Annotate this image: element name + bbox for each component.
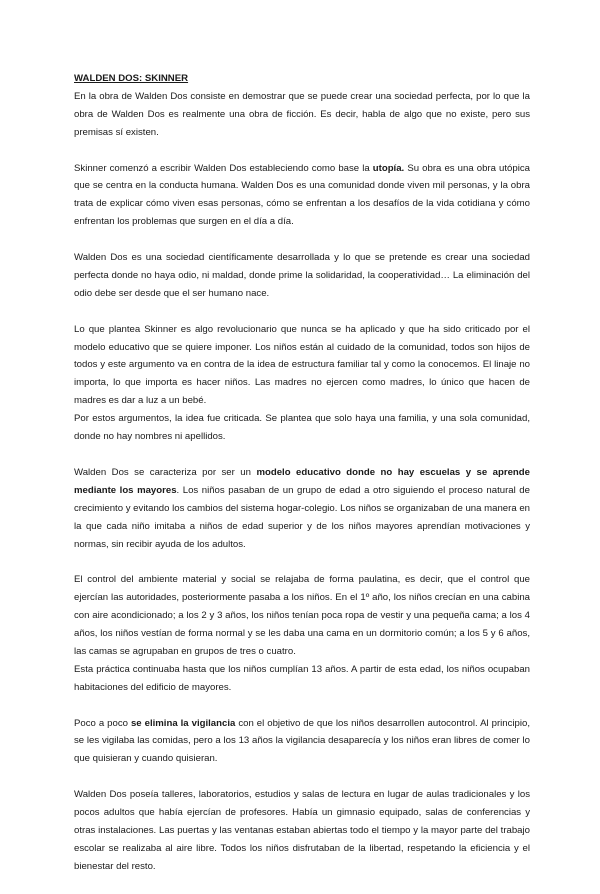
paragraph-criticism: Por estos argumentos, la idea fue criticada. Se plantea que solo haya una familia, y una sola comunidad, donde no hay nombres ni apellidos. xyxy=(74,413,530,443)
paragraph-utopia-bold: utopía. xyxy=(372,162,405,174)
paragraph-age-thirteen: Esta práctica continuaba hasta que los niños cumplían 13 años. A partir de esta edad, los niños ocupaban habitaciones del edificio de mayores. xyxy=(74,663,530,693)
paragraph-utopia xyxy=(74,160,530,232)
paragraph-vigilance-text-after: con el objetivo de que los niños desarrollen autocontrol. Al principio, se les vigilaba las comidas, pero a los 13 años la vigilancia desaparecía y los niños eran libres de comer lo que quisieran y cuando quisieran. xyxy=(74,717,530,765)
paragraph-intro: En la obra de Walden Dos consiste en demostrar que se puede crear una sociedad perfecta, por lo que la obra de Walden Dos es realmente una obra de ficción. Es decir, habla de algo que no existe, pero sus premisas sí existen. xyxy=(74,90,530,138)
paragraph-environment-control: El control del ambiente material y social se relajaba de forma paulatina, es decir, que el control que ejercían las autoridades, posteriormente pasaba a los niños. En el 1º año, los niños crecían en una cabina con aire acondicionado; a los 2 y 3 años, los niños tenían poca ropa de vestir y una pequeña cama; a los 4 años, los niños vestían de forma normal y se les daba una cama en un dormitorio común; a los 5 y 6 años, las camas se agrupaban en grupos de tres o cuatro. xyxy=(74,574,530,657)
document-title: WALDEN DOS: SKINNER xyxy=(74,73,189,84)
paragraph-utopia-text-after: Su obra es una obra utópica que se centra en la conducta humana. Walden Dos es una comunidad donde viven mil personas, y la obra trata de explicar cómo viven esas personas, cómo se enfrentan a los desafíos de la vida cotidiana y cómo enfrentan los problemas que surgen en el día a día. xyxy=(74,162,530,228)
paragraph-educational-model-bold: modelo educativo donde no hay escuelas y se aprende mediante los mayores xyxy=(74,466,530,496)
paragraph-utopia-text-before: Skinner comenzó a escribir Walden Dos estableciendo como base la xyxy=(74,162,373,174)
document-page xyxy=(74,70,530,894)
paragraph-vigilance xyxy=(74,715,530,769)
paragraph-facilities: Walden Dos poseía talleres, laboratorios, estudios y salas de lectura en lugar de aulas tradicionales y los pocos adultos que había ejercían de profesores. Había un gimnasio equipado, salas de conferencias y otras instalaciones. Las puertas y las ventanas estaban abiertas todo el tiempo y la mayor parte del trabajo escolar se realizaba al aire libre. Todos los niños disfrutaban de la libertad, respetando la eficiencia y el bienestar del resto. xyxy=(74,789,530,872)
paragraph-vigilance-bold: se elimina la vigilancia xyxy=(130,717,236,729)
paragraph-vigilance-text-before: Poco a poco xyxy=(74,717,131,729)
paragraph-educational-model-text-after: . Los niños pasaban de un grupo de edad a otro siguiendo el proceso natural de crecimiento y evitando los cambios del sistema hogar-colegio. Los niños se organizaban de una manera en la que cada niño imitaba a niños de edad superior y de los niños mayores aprendían motivaciones y normas, sin recibir ayuda de los adultos. xyxy=(74,484,530,550)
paragraph-educational-model xyxy=(74,464,530,554)
paragraph-revolutionary: Lo que plantea Skinner es algo revolucionario que nunca se ha aplicado y que ha sido criticado por el modelo educativo que se quiere imponer. Los niños están al cuidado de la comunidad, todos son hijos de todos y este argumento va en contra de la idea de estructura familiar tal y como la conocemos. El linaje no importa, lo que importa es hacer niños. Las madres no ejercen como madres, lo único que hacen de madres es dar a luz a un bebé. xyxy=(74,323,530,407)
paragraph-educational-model-text-before: Walden Dos se caracteriza por ser un xyxy=(74,466,257,478)
paragraph-scientific-society: Walden Dos es una sociedad científicamente desarrollada y lo que se pretende es crear una sociedad perfecta donde no haya odio, ni maldad, donde prime la solidaridad, la cooperatividad… La eliminación del odio debe ser desde que el ser humano nace. xyxy=(74,252,530,299)
